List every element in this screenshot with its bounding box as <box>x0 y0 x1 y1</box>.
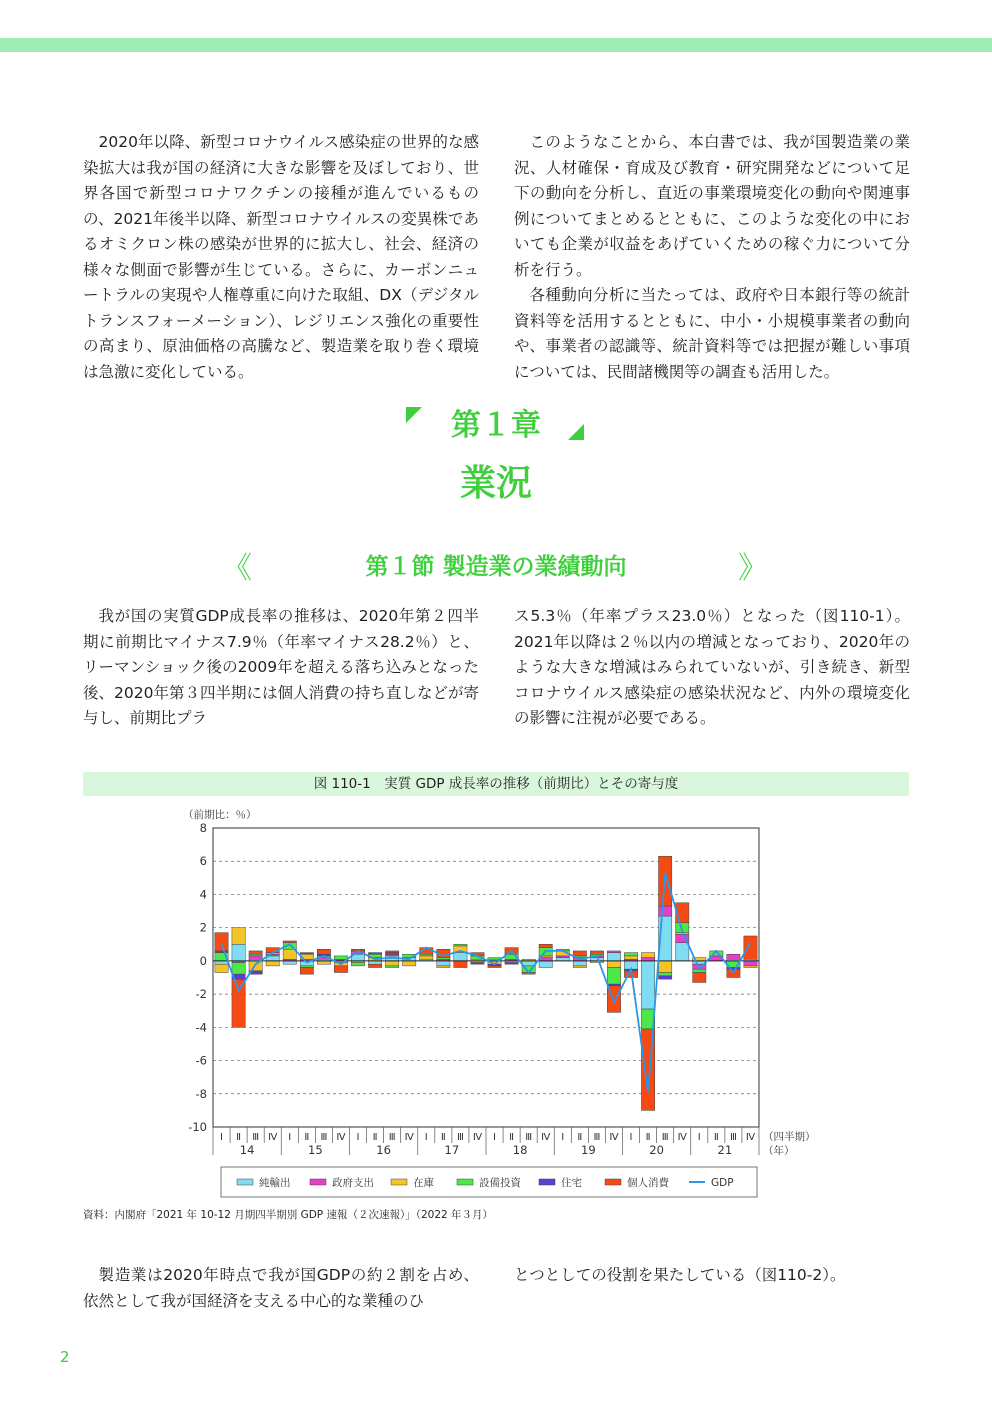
bar-segment <box>539 961 552 968</box>
bar-segment <box>232 928 245 945</box>
bar-segment <box>727 954 740 959</box>
chapter-title: 業況 <box>459 463 532 504</box>
bar-segment <box>573 951 586 956</box>
bar-segment <box>641 953 654 958</box>
bar-segment <box>368 953 381 955</box>
quarter-label: Ⅰ <box>629 1132 633 1143</box>
y-tick-label: -2 <box>195 987 207 1002</box>
quarter-label: Ⅲ <box>252 1132 260 1143</box>
bar-segment <box>334 956 347 959</box>
quarter-label: Ⅱ <box>236 1132 242 1143</box>
quarter-label: Ⅳ <box>268 1132 278 1143</box>
bar-segment <box>403 961 416 966</box>
top-accent-bar <box>0 38 992 52</box>
bar-segment <box>659 906 672 916</box>
quarter-label: Ⅰ <box>697 1132 701 1143</box>
bar-segment <box>454 944 467 946</box>
year-label: 15 <box>308 1143 323 1157</box>
body-right-column <box>514 604 910 732</box>
y-tick-label: 0 <box>199 953 207 968</box>
bar-segment <box>215 964 228 972</box>
bar-segment <box>744 966 757 968</box>
year-label: 21 <box>717 1143 733 1157</box>
body-paragraph: ス5.3％（年率プラス23.0％）となった（図110-1）。2021年以降は２％以内の増減となっており、2020年のような大きな増減はみられていないが、引き続き、新型コロナウイルス感染症の感染状況など、内外の環境変化の影響に注視が必要である。 <box>514 607 910 727</box>
section-title: 第１節 製造業の業績動向 <box>365 554 627 580</box>
bar-segment <box>249 951 262 954</box>
body-left-column <box>83 604 479 732</box>
y-axis-label: （前期比：％） <box>183 809 257 821</box>
intro-paragraph: 2020年以降、新型コロナウイルス感染症の世界的な感染拡大は我が国の経済に大きな影響を及ぼしており、世界各国で新型コロナワクチンの接種が進んでいるものの、2021年後半以降、新型コロナウイルスの変異株であるオミクロン株の感染が世界的に拡大し、社会、経済の様々な側面で影響が生じている。さらに、カーボンニュートラルの実現や人権尊重に向けた取組、DX（デジタルトランスフォーメーション）、レジリエンス強化の重要性の高まり、原油価格の高騰など、製造業を取り巻く環境は急激に変化している。 <box>83 133 479 381</box>
year-label: 16 <box>376 1143 391 1157</box>
bar-segment <box>266 961 279 966</box>
quarter-label: Ⅲ <box>388 1132 396 1143</box>
closing-paragraph: とつとしての役割を果たしている（図110-2）。 <box>514 1266 846 1284</box>
legend-label: 住宅 <box>561 1177 582 1189</box>
bar-segment <box>232 963 245 975</box>
quarter-label: Ⅲ <box>525 1132 533 1143</box>
quarter-label: Ⅳ <box>336 1132 346 1143</box>
quarter-label: Ⅰ <box>561 1132 565 1143</box>
quarter-label: Ⅰ <box>288 1132 292 1143</box>
quarter-label: Ⅳ <box>745 1132 756 1143</box>
bar-segment <box>590 951 603 954</box>
quarter-label: Ⅱ <box>713 1132 719 1143</box>
bar-segment <box>744 961 757 966</box>
legend-label: 設備投資 <box>479 1177 521 1189</box>
quarter-label: Ⅱ <box>645 1132 651 1143</box>
quarter-label: Ⅲ <box>320 1132 328 1143</box>
section-heading <box>0 545 992 586</box>
bar-segment <box>488 966 501 968</box>
bar-segment <box>283 941 296 943</box>
intro-paragraph: このようなことから、本白書では、我が国製造業の業況、人材確保・育成及び教育・研究開発などについて足下の動向を分析し、直近の事業環境変化の動向や関連事例についてまとめるとともに、このような変化の中においても企業が収益をあげていくための稼ぐ力について分析を行う。 <box>514 133 910 279</box>
year-label: 14 <box>239 1143 255 1157</box>
bar-segment <box>744 936 757 959</box>
legend-swatch <box>457 1179 473 1185</box>
bar-segment <box>693 973 706 983</box>
quarter-label: Ⅲ <box>661 1132 669 1143</box>
bar-segment <box>368 964 381 967</box>
year-label: 20 <box>649 1143 664 1157</box>
y-tick-label: -4 <box>195 1020 207 1035</box>
figure-title: 図 110-1 実質 GDP 成長率の推移（前期比）とその寄与度 <box>83 772 909 796</box>
quarter-label: Ⅱ <box>372 1132 378 1143</box>
quarter-label: Ⅱ <box>509 1132 515 1143</box>
quarter-label: Ⅰ <box>493 1132 497 1143</box>
bar-segment <box>386 951 399 953</box>
body-paragraph: 我が国の実質GDP成長率の推移は、2020年第２四半期に前期比マイナス7.9％（年率マイナス28.2％）と、リーマンショック後の2009年を超える落ち込みとなった後、2020年第３四半期には個人消費の持ち直しなどが寄与し、前期比プラ <box>83 607 479 727</box>
legend-swatch <box>391 1179 407 1185</box>
bar-segment <box>676 943 689 961</box>
section-close-mark: 》 <box>738 551 768 586</box>
figure-source: 資料：内閣府「2021 年 10-12 月期四半期別 GDP 速報（２次速報）」（2022 年３月） <box>83 1209 494 1221</box>
bar-segment <box>573 966 586 968</box>
bar-segment <box>232 979 245 1027</box>
bar-segment <box>659 961 672 973</box>
bar-segment <box>624 953 637 956</box>
bar-segment <box>454 953 467 961</box>
quarter-label: Ⅱ <box>577 1132 583 1143</box>
quarter-label: Ⅰ <box>356 1132 360 1143</box>
bar-segment <box>641 961 654 1009</box>
bar-segment <box>607 951 620 953</box>
y-tick-label: -10 <box>188 1120 207 1134</box>
y-tick-label: -6 <box>195 1053 207 1068</box>
bar-segment <box>283 949 296 959</box>
plot-area <box>213 828 759 1127</box>
bar-segment <box>215 933 228 951</box>
page-number: 2 <box>60 1348 70 1366</box>
year-label: 19 <box>581 1143 596 1157</box>
bar-segment <box>420 956 433 959</box>
quarter-label: Ⅳ <box>609 1132 619 1143</box>
intro-left-column <box>83 130 479 385</box>
bar-segment <box>607 968 620 985</box>
bar-segment <box>351 963 364 966</box>
bar-segment <box>607 961 620 968</box>
quarter-label: Ⅲ <box>729 1132 737 1143</box>
bar-segment <box>454 961 467 968</box>
section-open-mark: 《 <box>222 551 252 586</box>
legend-label: GDP <box>711 1177 734 1189</box>
bar-segment <box>386 966 399 968</box>
quarter-label: Ⅱ <box>304 1132 310 1143</box>
quarter-label: Ⅳ <box>541 1132 551 1143</box>
legend-swatch <box>605 1179 621 1185</box>
bar-segment <box>232 944 245 961</box>
quarter-label: Ⅲ <box>456 1132 464 1143</box>
bar-segment <box>317 949 330 954</box>
year-label: 18 <box>512 1143 528 1157</box>
closing-right-column <box>514 1263 910 1289</box>
chapter-number: 第１章 <box>451 408 541 443</box>
bar-segment <box>505 963 518 965</box>
bar-segment <box>659 973 672 976</box>
y-tick-label: 8 <box>199 821 207 835</box>
legend-label: 政府支出 <box>332 1177 374 1189</box>
legend-swatch <box>237 1179 253 1185</box>
intro-right-column <box>514 130 910 385</box>
bar-segment <box>573 961 586 966</box>
bar-segment <box>437 961 450 966</box>
x-axis-unit-label: （四半期） <box>763 1131 816 1143</box>
quarter-label: Ⅳ <box>472 1132 483 1143</box>
bar-segment <box>624 956 637 959</box>
quarter-label: Ⅰ <box>424 1132 428 1143</box>
bar-segment <box>488 958 501 960</box>
year-unit-label: （年） <box>763 1145 795 1157</box>
gdp-chart <box>0 800 992 1220</box>
legend-label: 個人消費 <box>627 1177 669 1189</box>
legend-swatch <box>310 1179 326 1185</box>
bar-segment <box>607 953 620 961</box>
legend-swatch <box>539 1179 555 1185</box>
year-label: 17 <box>444 1143 460 1157</box>
quarter-label: Ⅲ <box>593 1132 601 1143</box>
bar-segment <box>334 966 347 973</box>
intro-paragraph: 各種動向分析に当たっては、政府や日本銀行等の統計資料等を活用するとともに、中小・小規模事業者の動向や、事業者の認識等、統計資料等では把握が難しい事項については、民間諸機関等の調査も活用した。 <box>514 286 910 381</box>
bar-segment <box>300 968 313 975</box>
bar-segment <box>300 953 313 955</box>
y-tick-label: 4 <box>199 887 207 902</box>
y-tick-label: 6 <box>199 854 207 869</box>
bar-segment <box>659 976 672 979</box>
bar-segment <box>539 944 552 947</box>
legend-label: 純輸出 <box>259 1177 291 1189</box>
y-tick-label: -8 <box>195 1086 207 1101</box>
quarter-label: Ⅳ <box>677 1132 687 1143</box>
bar-segment <box>386 961 399 966</box>
closing-left-column <box>83 1263 479 1314</box>
legend-label: 在庫 <box>413 1177 434 1189</box>
bar-segment <box>471 963 484 965</box>
bar-segment <box>249 956 262 959</box>
bar-segment <box>437 966 450 968</box>
quarter-label: Ⅰ <box>220 1132 224 1143</box>
quarter-label: Ⅱ <box>440 1132 446 1143</box>
quarter-label: Ⅳ <box>404 1132 414 1143</box>
y-tick-label: 2 <box>199 920 207 935</box>
closing-paragraph: 製造業は2020年時点で我が国GDPの約２割を占め、依然として我が国経済を支える中心的な業種のひ <box>83 1266 479 1310</box>
